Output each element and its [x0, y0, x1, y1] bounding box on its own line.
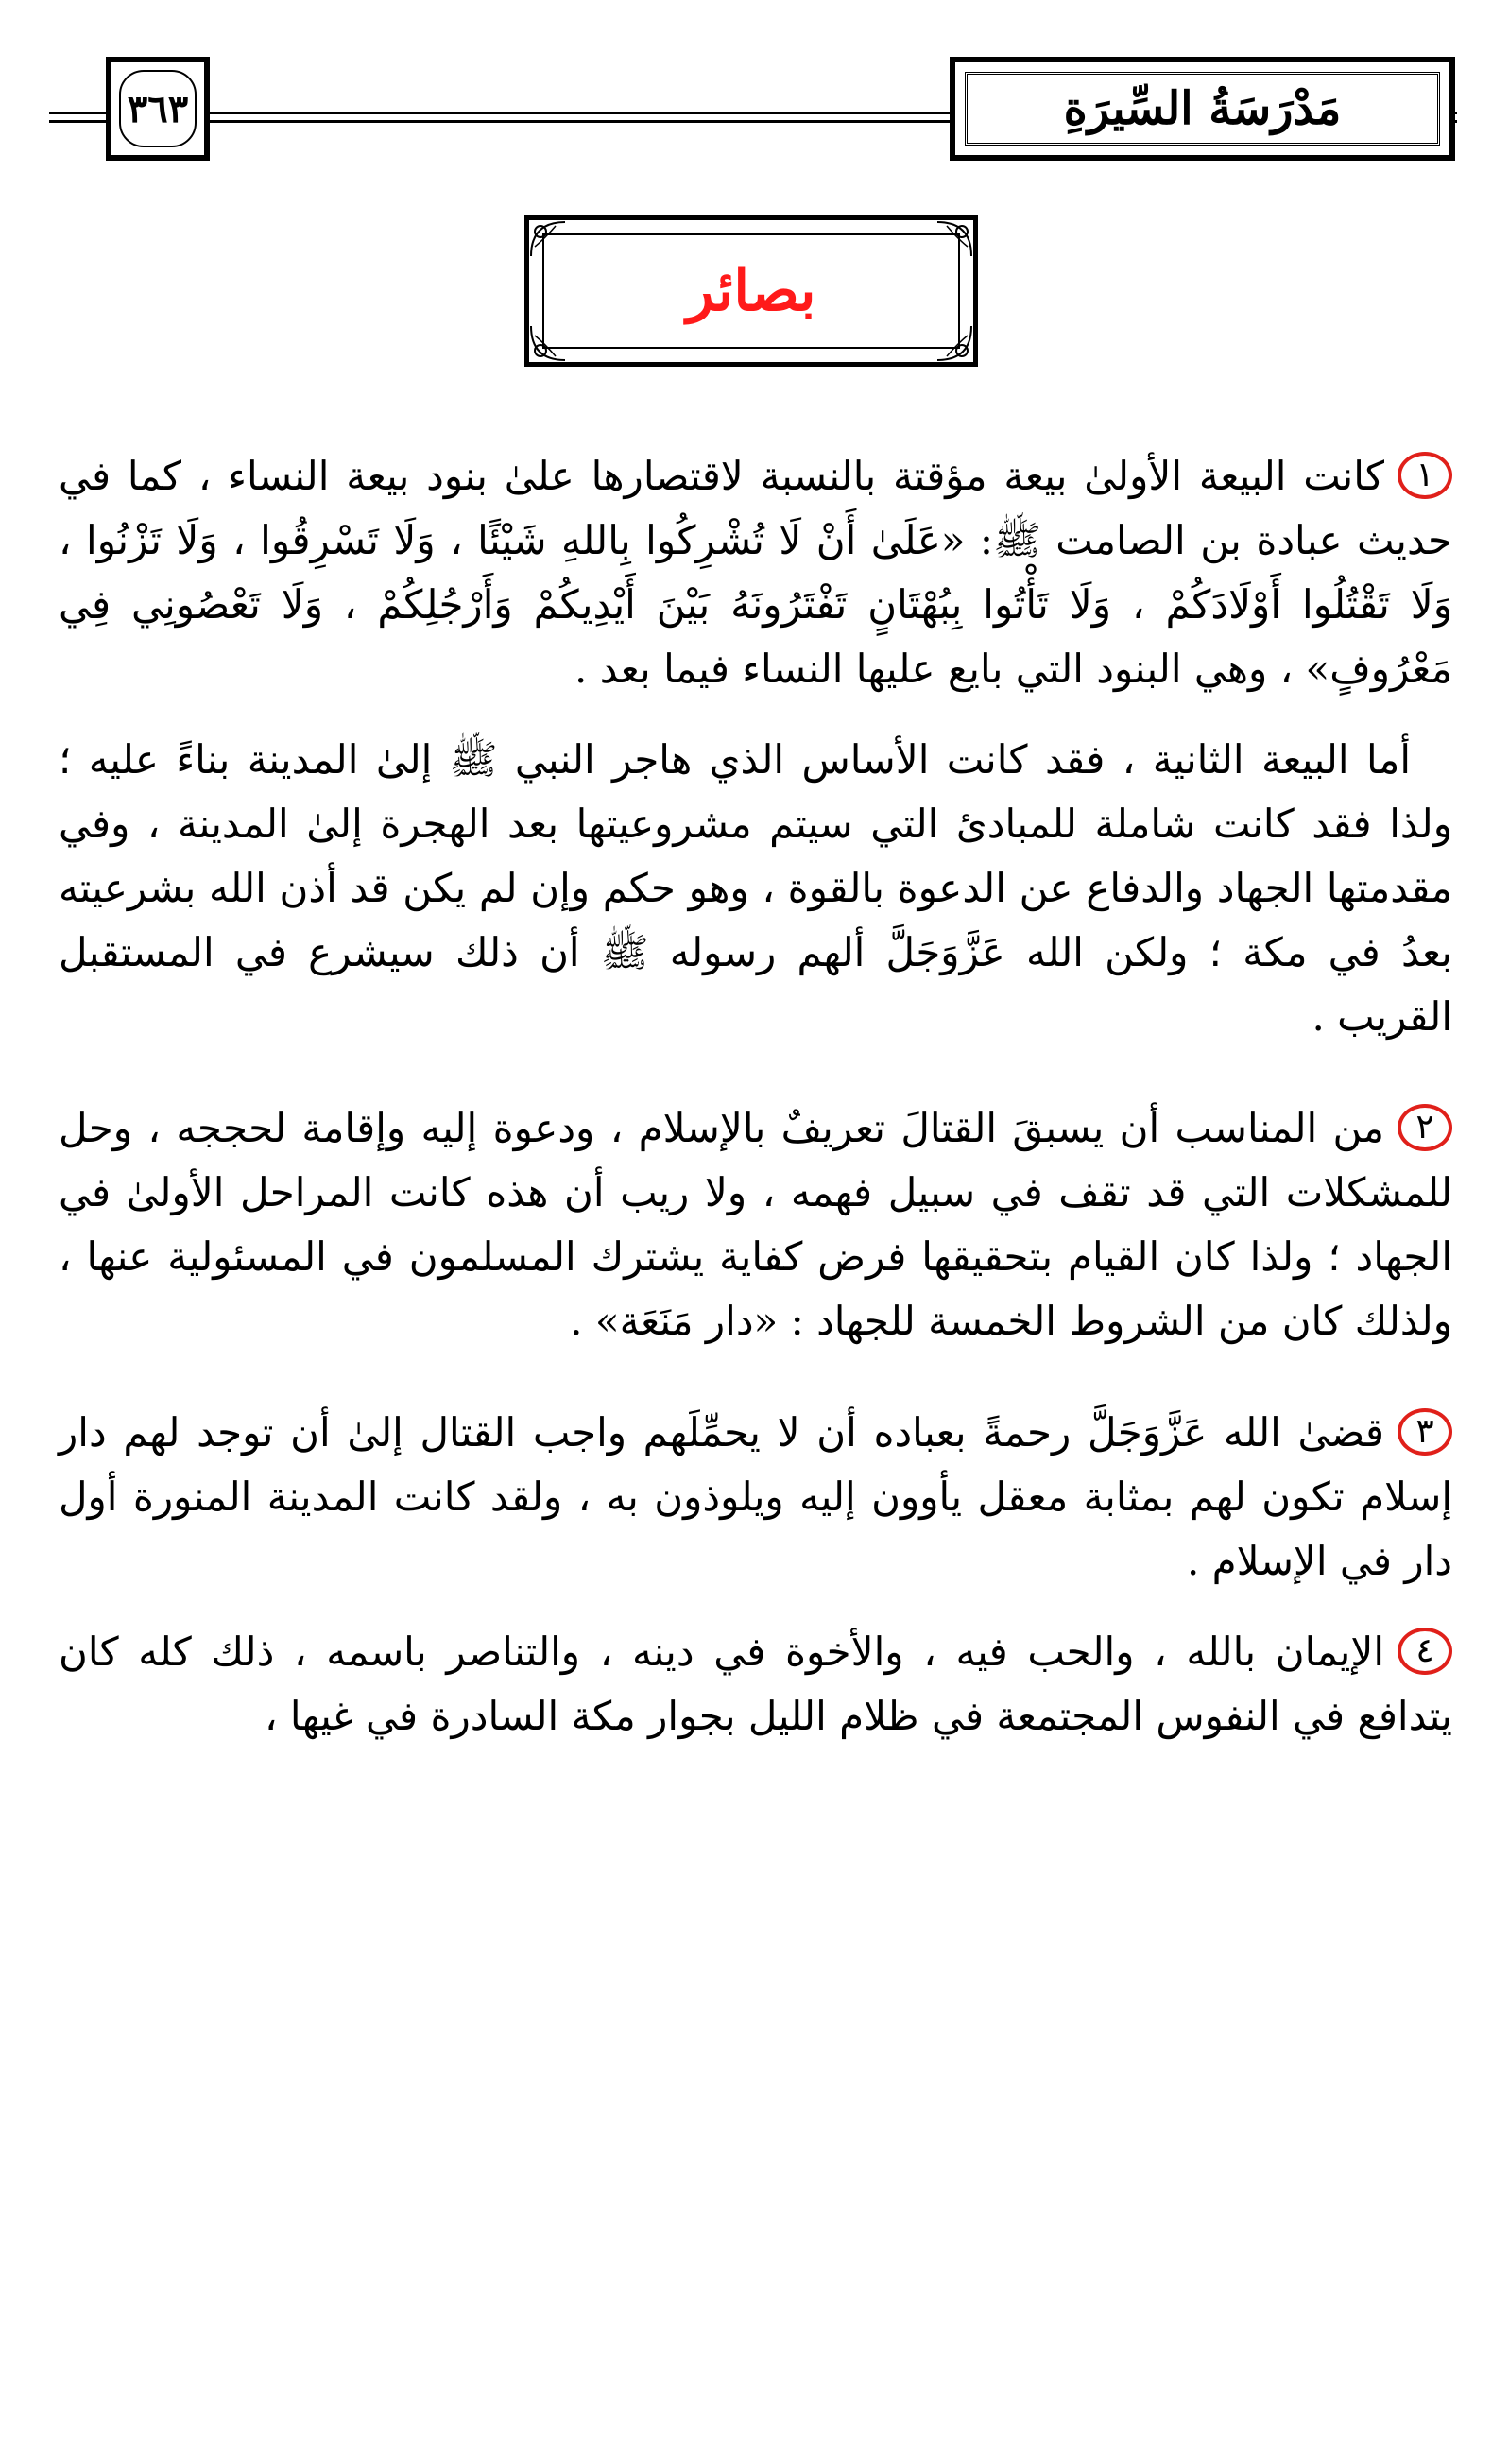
paragraph-text: من المناسب أن يسبقَ القتالَ تعريفٌ بالإسلام ، ودعوة إليه وإقامة لحججه ، وحل للمشكلات التي قد تقف في سبيل فهمه ، ولا ريب أن هذه كانت المراحل الأولىٰ في الجهاد ؛ ولذا كان القيام بتحقيقها فرض كفاية يشترك المسلمون في المسئولية عنها ، ولذلك كان من الشروط الخمسة للجهاد : «دار مَنَعَة» .: [59, 1105, 1452, 1344]
paragraph-text: كانت البيعة الأولىٰ بيعة مؤقتة بالنسبة لاقتصارها علىٰ بنود بيعة النساء ، كما في حديث عبادة بن الصامت ﷺ: «عَلَىٰ أَنْ لَا تُشْرِكُوا بِاللهِ شَيْئًا ، وَلَا تَسْرِقُوا ، وَلَا تَزْنُوا ، وَلَا تَقْتُلُوا أَوْلَادَكُمْ ، وَلَا تَأْتُوا بِبُهْتَانٍ تَفْتَرُونَهُ بَيْنَ أَيْدِيكُمْ وَأَرْجُلِكُمْ ، وَلَا تَعْصُونِي فِي مَعْرُوفٍ» ، وهي البنود التي بايع عليها النساء فيما بعد .: [59, 453, 1452, 692]
paragraph-number: ٤: [1398, 1628, 1452, 1675]
paragraph: [59, 1096, 1452, 1353]
paragraph: [59, 444, 1452, 701]
paragraph: [59, 728, 1452, 1049]
page-body: [59, 444, 1452, 1775]
paragraph-text: الإيمان بالله ، والحب فيه ، والأخوة في دينه ، والتناصر باسمه ، ذلك كله كان يتدافع في النفوس المجتمعة في ظلام الليل بجوار مكة السادرة في غيها ،: [59, 1628, 1452, 1739]
book-title-frame: [950, 57, 1455, 161]
paragraph-text: أما البيعة الثانية ، فقد كانت الأساس الذي هاجر النبي ﷺ إلىٰ المدينة بناءً عليه ؛ ولذا فقد كانت شاملة للمبادئ التي سيتم مشروعيتها بعد الهجرة إلىٰ المدينة ، وفي مقدمتها الجهاد والدفاع عن الدعوة بالقوة ، وهو حكم وإن لم يكن قد أذن الله بشرعيته بعدُ في مكة ؛ ولكن الله عَزَّوَجَلَّ ألهم رسوله ﷺ أن ذلك سيشرع في المستقبل القريب .: [59, 736, 1452, 1040]
paragraph: [59, 1620, 1452, 1749]
paragraph-number: ٣: [1398, 1408, 1452, 1456]
paragraph-number: ٢: [1398, 1104, 1452, 1151]
paragraph: [59, 1401, 1452, 1594]
paragraph-number: ١: [1398, 452, 1452, 499]
page-number-frame: [106, 57, 210, 161]
section-title: بصائر: [686, 258, 816, 324]
page-number: ٣٦٣: [127, 86, 189, 131]
section-title-frame: [524, 215, 978, 367]
book-title: مَدْرَسَةُ السِّيرَةِ: [1063, 82, 1342, 135]
paragraph-text: قضىٰ الله عَزَّوَجَلَّ رحمةً بعباده أن لا يحمِّلَهم واجب القتال إلىٰ أن توجد لهم دار إسلام تكون لهم بمثابة معقل يأوون إليه ويلوذون به ، ولقد كانت المدينة المنورة أول دار في الإسلام .: [59, 1409, 1452, 1584]
page-header: [0, 0, 1509, 180]
